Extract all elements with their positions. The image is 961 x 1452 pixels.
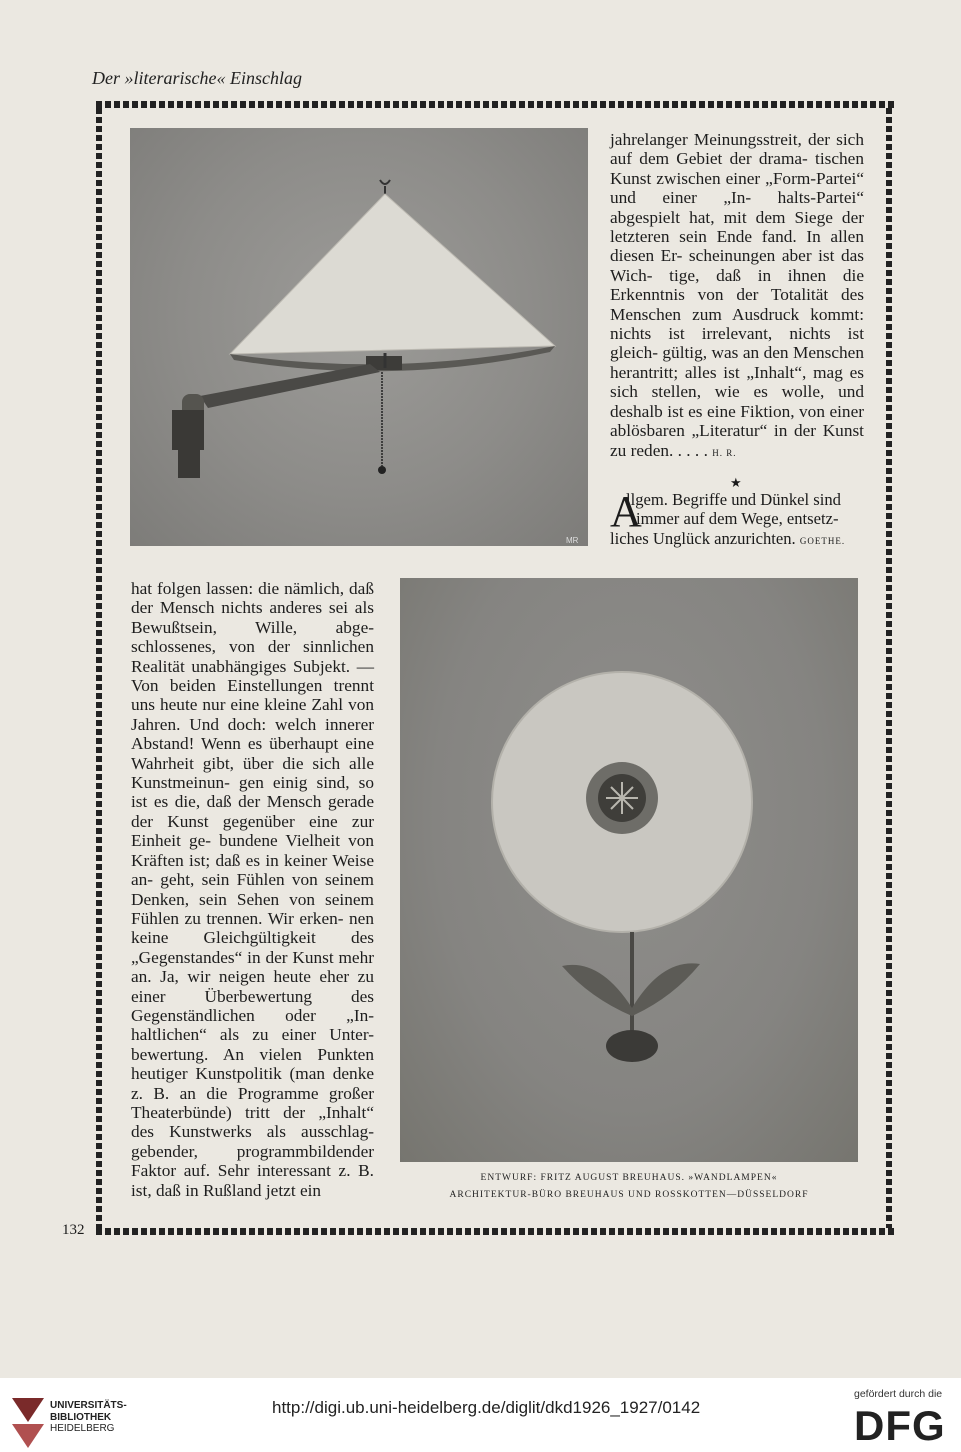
author-initials: H. R. bbox=[712, 447, 737, 458]
top-border bbox=[96, 101, 894, 108]
lamp-photo-disc-shade bbox=[400, 578, 858, 1162]
photo-monogram: MR bbox=[566, 536, 579, 545]
right-column-body: jahrelanger Meinungsstreit, der sich auf dem Gebiet der drama- tischen Kunst zwischen einer „Form-Partei“ und einer „In- halts-Partei“ abgespielt hat, mit dem Siege der letzteren sein Ende fand. In allen diesen Er- scheinungen aber ist das Wich- tige, daß in ihnen die Erkenntnis von der Totalität des Menschen zum Ausdruck kommt: nichts ist irrelevant, nichts ist gleich- gültig, was an den Menschen herantritt; alles ist „Inhalt“, mag es sich stellen, wie es wolle, und deshalb ist es eine Fiktion, von einer ablösbaren „Literatur“ in der Kunst zu reden. . . . . bbox=[610, 130, 864, 460]
section-separator-star: ★ bbox=[730, 476, 742, 491]
right-border bbox=[886, 108, 892, 1228]
left-column-body: hat folgen lassen: die nämlich, daß der Mensch nichts anderes sei als Bewußtsein, Wille, abge- schlossenes, von der sinnlichen Realität unabhängiges Subjekt. — Von beiden Einstellungen trennt uns heute nur eine kleine Zahl von Jahren. Und doch: welch innerer Abstand! Wenn es überhaupt eine Wahrheit gibt, über die sich alle Kunstmeinun- gen einig sind, so ist es die, daß der Mensch gerade der Kunst gegenüber eine zur Einheit ge- bundene Vielheit von Kräften ist; daß es in keiner Weise an- geht, sein Fühlen von seinem Denken, sein Sehen von seinem Fühlen zu trennen. Wir erken- nen keine Gleichgültigkeit des „Gegenstandes“ in der Kunst mehr an. Ja, wir neigen heute eher zu einer Überbewertung des Gegenständlichen oder „In- haltlichen“ als zu einer Unter- bewertung. An vielen Punkten heutiger Kunstpolitik (man denke z. B. an die Programme großer Theaterbünde) tritt der „Inhalt“ des Kunstwerks als ausschlag- gebender, programmbildender Faktor auf. Sehr interessant z. B. ist, daß in Rußland jetzt ein bbox=[131, 579, 374, 1200]
library-logo-icon bbox=[8, 1392, 48, 1450]
right-column-text bbox=[610, 130, 864, 463]
left-column-text bbox=[131, 579, 374, 1200]
quote-author: GOETHE. bbox=[799, 535, 846, 546]
quote-line-1: llgem. Begriffe und Dünkel sind bbox=[626, 490, 841, 509]
library-line-3: HEIDELBERG bbox=[50, 1423, 115, 1434]
quote-line-3: liches Unglück anzurichten. bbox=[610, 528, 796, 548]
source-url-link[interactable]: http://digi.ub.uni-heidelberg.de/diglit/dkd1926_1927/0142 bbox=[272, 1398, 701, 1417]
dfg-logo: DFG bbox=[854, 1402, 946, 1449]
library-line-1: UNIVERSITÄTS- bbox=[50, 1400, 127, 1411]
running-title: Der »literarische« Einschlag bbox=[92, 68, 302, 88]
library-line-2: BIBLIOTHEK bbox=[50, 1411, 112, 1423]
caption-line-1: ENTWURF: FRITZ AUGUST BREUHAUS. »WANDLAMPEN« bbox=[480, 1173, 778, 1183]
left-border bbox=[96, 108, 102, 1228]
cone-lamp-illustration bbox=[130, 128, 588, 546]
photo-caption bbox=[400, 1170, 858, 1204]
caption-line-2: ARCHITEKTUR-BÜRO BREUHAUS UND ROSSKOTTEN—DÜSSELDORF bbox=[449, 1190, 809, 1200]
page-number: 132 bbox=[62, 1222, 85, 1238]
lamp-photo-cone-shade bbox=[130, 128, 588, 546]
quote-line-2: immer auf dem Wege, entsetz- bbox=[636, 509, 839, 529]
goethe-quote bbox=[610, 487, 864, 551]
quote-dropcap: A bbox=[610, 487, 642, 536]
disc-lamp-illustration bbox=[400, 578, 858, 1162]
library-name bbox=[50, 1400, 127, 1435]
funded-by-label: gefördert durch die bbox=[854, 1388, 943, 1400]
bottom-border bbox=[96, 1228, 894, 1235]
